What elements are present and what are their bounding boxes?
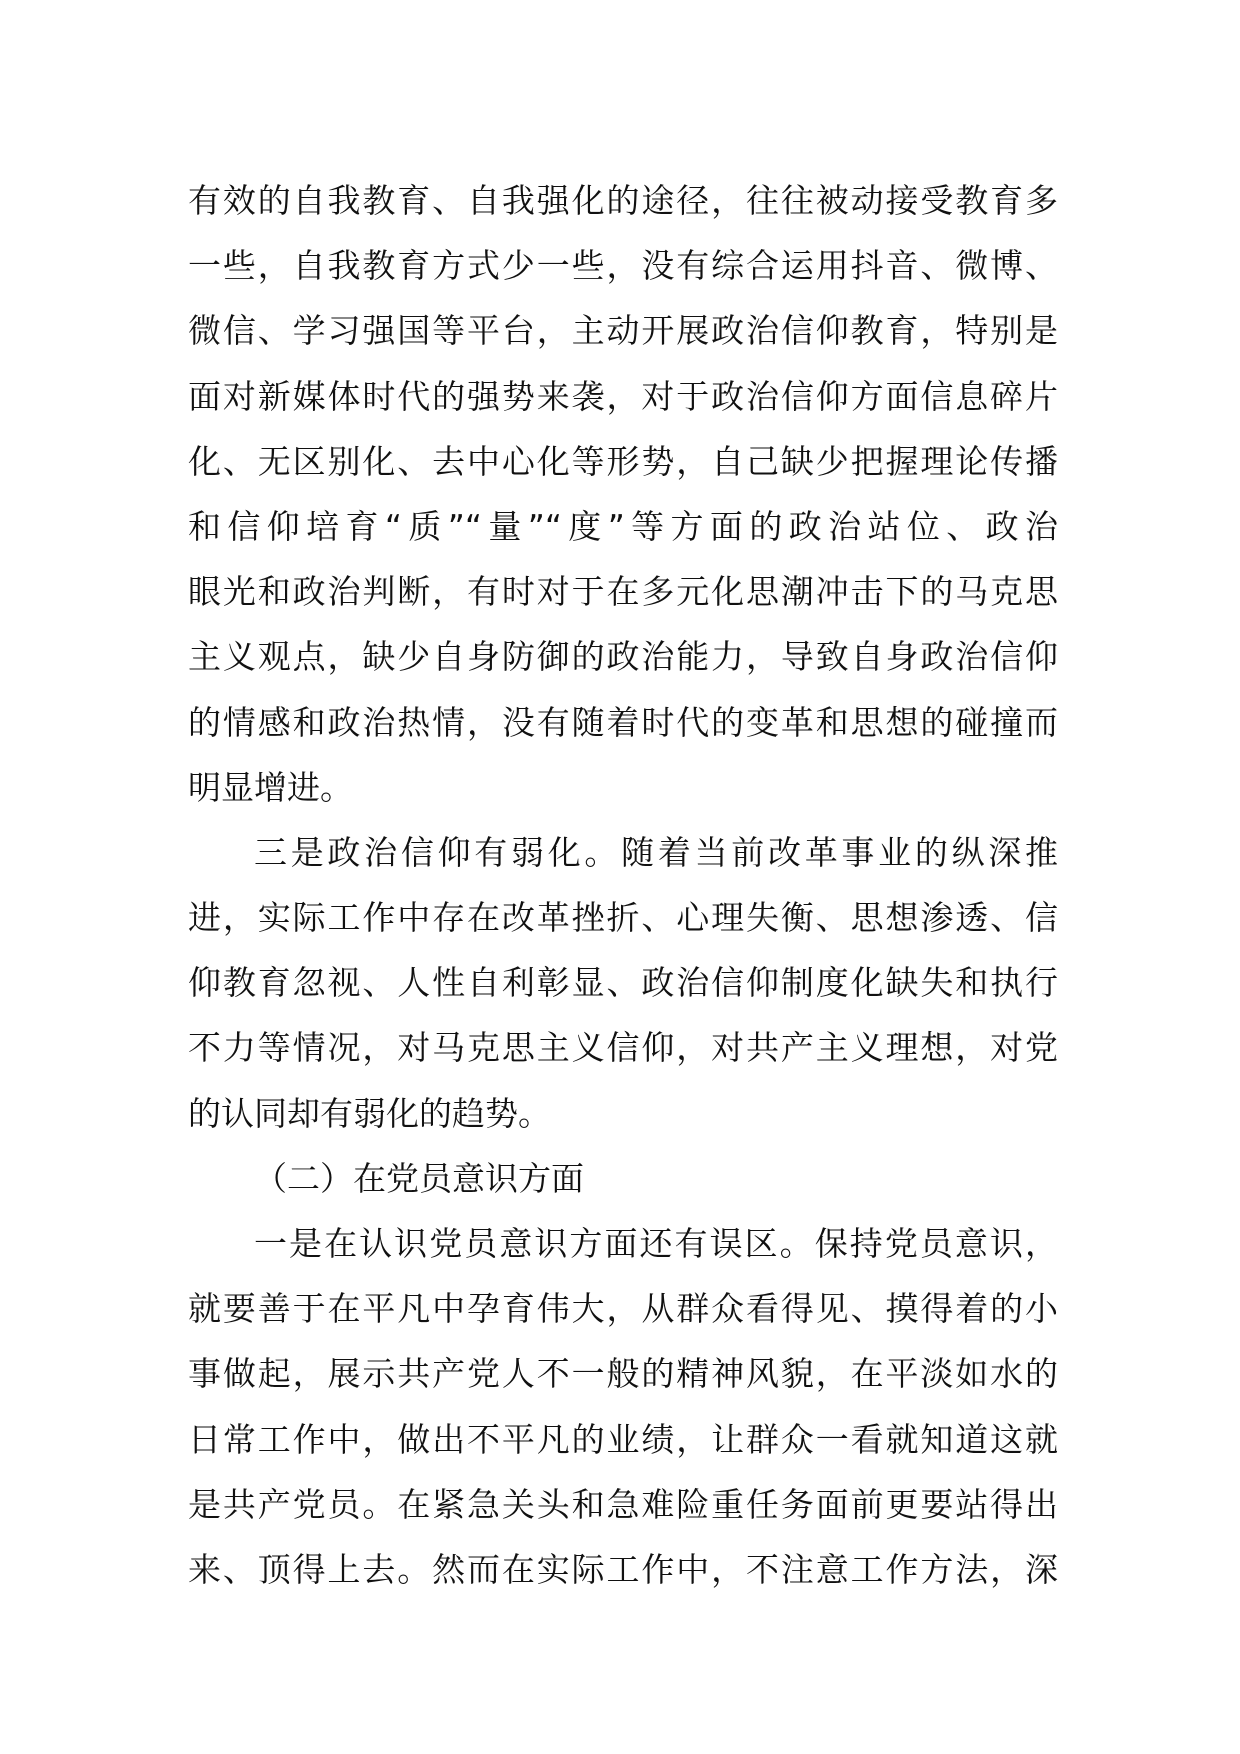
text-line: 事做起，展示共产党人不一般的精神风貌，在平淡如水的 [188,1354,1058,1394]
text-line: 化、无区别化、去中心化等形势，自己缺少把握理论传播 [188,441,1058,481]
text-line: 日常工作中，做出不平凡的业绩，让群众一看就知道这就 [188,1419,1058,1459]
paragraph-first-line: 一是在认识党员意识方面还有误区。保持党员意识， [254,1224,1058,1263]
text-line: 来、顶得上去。然而在实际工作中，不注意工作方法，深 [188,1549,1058,1589]
text-line: 不力等情况，对马克思主义信仰，对共产主义理想，对党 [188,1028,1058,1068]
text-line: 就要善于在平凡中孕育伟大，从群众看得见、摸得着的小 [188,1289,1058,1329]
text-line: 进，实际工作中存在改革挫折、心理失衡、思想渗透、信 [188,898,1058,938]
text-line: 是共产党员。在紧急关头和急难险重任务面前更要站得出 [188,1484,1058,1524]
text-line: 微信、学习强国等平台，主动开展政治信仰教育，特别是 [188,311,1058,351]
text-line: 的情感和政治热情，没有随着时代的变革和思想的碰撞而 [188,702,1058,742]
document-body [188,168,1058,1602]
text-line: 有效的自我教育、自我强化的途径，往往被动接受教育多 [188,181,1058,220]
text-line: 主义观点，缺少自身防御的政治能力，导致自身政治信仰 [188,637,1058,677]
section-heading: （二）在党员意识方面 [254,1158,584,1198]
text-line: 眼光和政治判断，有时对于在多元化思潮冲击下的马克思 [188,572,1058,612]
text-line: 一些，自我教育方式少一些，没有综合运用抖音、微博、 [188,246,1058,286]
text-line: 明显增进。 [188,767,353,807]
text-line: 和信仰培育“质”“量”“度”等方面的政治站位、政治 [188,506,1058,546]
paragraph-first-line: 三是政治信仰有弱化。随着当前改革事业的纵深推 [254,832,1058,872]
text-line: 的认同却有弱化的趋势。 [188,1093,551,1133]
text-line: 面对新媒体时代的强势来袭，对于政治信仰方面信息碎片 [188,376,1058,416]
text-line: 仰教育忽视、人性自利彰显、政治信仰制度化缺失和执行 [188,963,1058,1003]
